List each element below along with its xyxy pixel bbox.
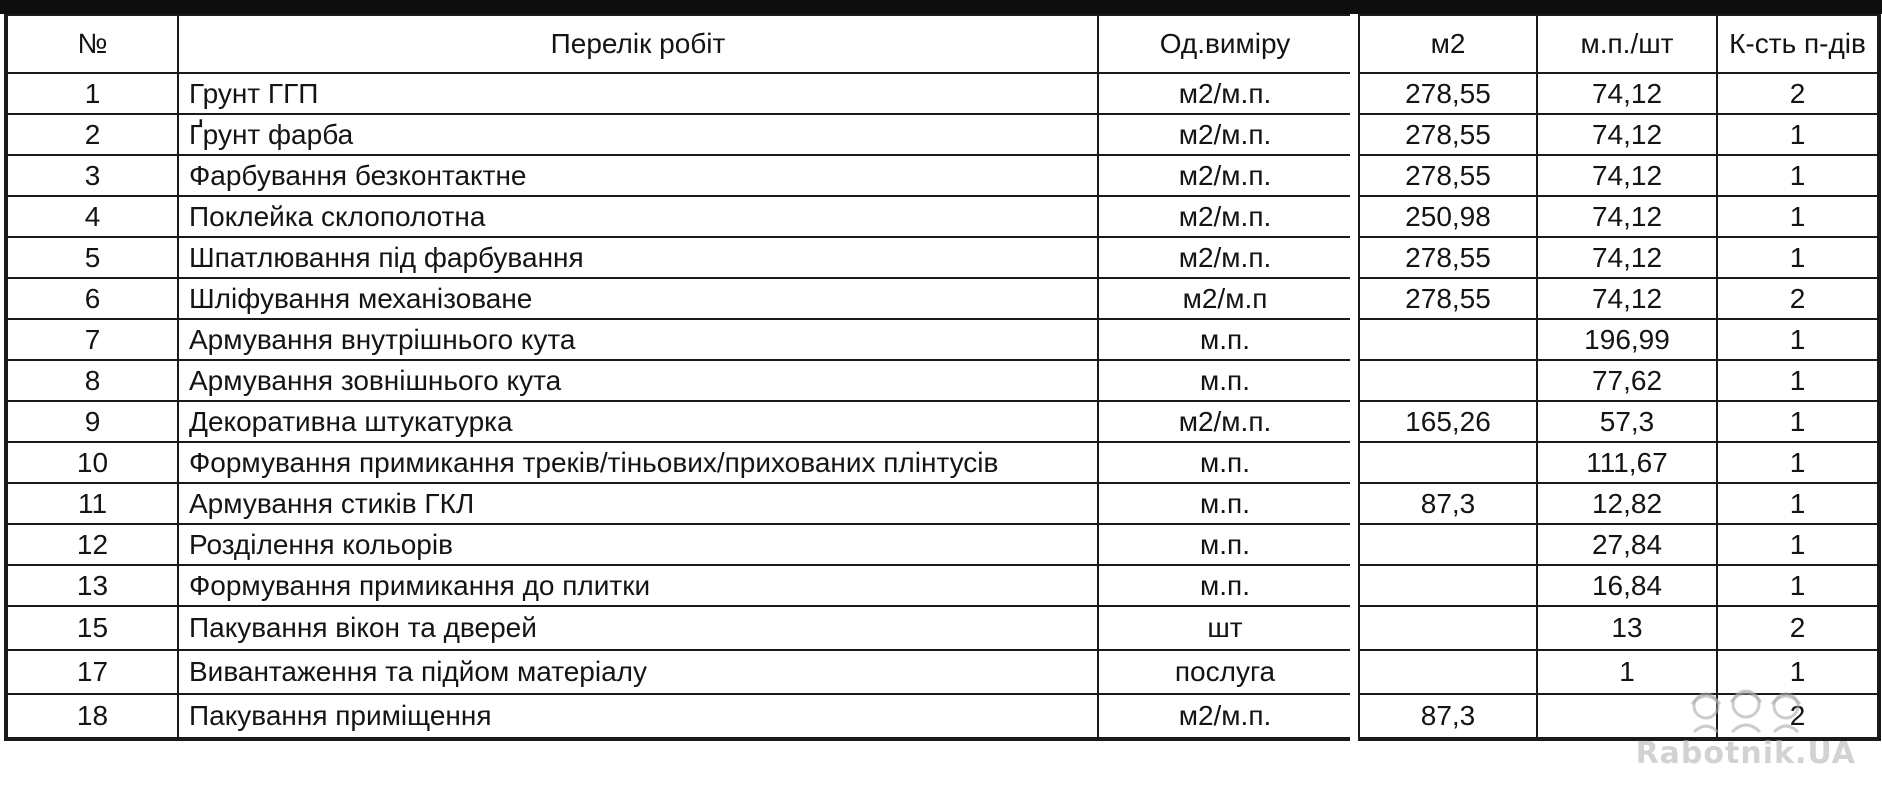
header-mp: м.п./шт (1537, 15, 1717, 73)
row-work-name: Армування зовнішнього кута (178, 360, 1098, 401)
row-unit: м2/м.п. (1098, 694, 1352, 739)
header-unit: Од.виміру (1098, 15, 1352, 73)
row-area-m2 (1359, 360, 1537, 401)
table-row (1359, 401, 1879, 442)
table-row (6, 360, 1352, 401)
header-row-right (1359, 15, 1879, 73)
row-number: 18 (6, 694, 178, 739)
row-work-name: Армування стиків ГКЛ (178, 483, 1098, 524)
row-area-m2 (1359, 565, 1537, 606)
row-unit: м.п. (1098, 483, 1352, 524)
table-row (1359, 360, 1879, 401)
row-area-m2: 165,26 (1359, 401, 1537, 442)
row-number: 8 (6, 360, 178, 401)
row-length-mp: 1 (1537, 650, 1717, 694)
row-length-mp: 111,67 (1537, 442, 1717, 483)
row-area-m2: 87,3 (1359, 694, 1537, 739)
table-row (1359, 319, 1879, 360)
table-row (6, 155, 1352, 196)
table-row (6, 524, 1352, 565)
row-length-mp: 77,62 (1537, 360, 1717, 401)
row-number: 11 (6, 483, 178, 524)
header-num: № (6, 15, 178, 73)
table-row (1359, 278, 1879, 319)
row-work-name: Формування примикання треків/тіньових/прихованих плінтусів (178, 442, 1098, 483)
row-number: 9 (6, 401, 178, 442)
row-number: 6 (6, 278, 178, 319)
row-length-mp: 74,12 (1537, 155, 1717, 196)
row-length-mp: 196,99 (1537, 319, 1717, 360)
row-pass-count: 2 (1717, 694, 1879, 739)
row-number: 12 (6, 524, 178, 565)
table-row (6, 196, 1352, 237)
works-table-right (1358, 14, 1881, 741)
table-row (1359, 155, 1879, 196)
row-unit: м2/м.п. (1098, 73, 1352, 114)
table-row (6, 565, 1352, 606)
row-number: 7 (6, 319, 178, 360)
row-unit: шт (1098, 606, 1352, 650)
row-work-name: Армування внутрішнього кута (178, 319, 1098, 360)
row-area-m2: 278,55 (1359, 237, 1537, 278)
row-work-name: Формування примикання до плитки (178, 565, 1098, 606)
row-number: 10 (6, 442, 178, 483)
row-area-m2: 278,55 (1359, 278, 1537, 319)
table-row (6, 114, 1352, 155)
table-row (1359, 483, 1879, 524)
table-row (6, 319, 1352, 360)
table-row (1359, 565, 1879, 606)
watermark-text: Rabotnik.UA (1635, 736, 1856, 771)
row-length-mp: 16,84 (1537, 565, 1717, 606)
table-row (1359, 237, 1879, 278)
row-area-m2 (1359, 319, 1537, 360)
row-number: 15 (6, 606, 178, 650)
row-pass-count: 1 (1717, 650, 1879, 694)
row-length-mp: 74,12 (1537, 73, 1717, 114)
row-number: 2 (6, 114, 178, 155)
row-pass-count: 1 (1717, 319, 1879, 360)
row-pass-count: 1 (1717, 360, 1879, 401)
table-row (6, 483, 1352, 524)
row-work-name: Розділення кольорів (178, 524, 1098, 565)
row-unit: м.п. (1098, 524, 1352, 565)
row-unit: м.п. (1098, 565, 1352, 606)
row-work-name: Шліфування механізоване (178, 278, 1098, 319)
row-unit: м.п. (1098, 360, 1352, 401)
row-work-name: Ґрунт фарба (178, 114, 1098, 155)
workers-logo-icon (1666, 686, 1826, 734)
table-row (1359, 606, 1879, 650)
table-gap (1350, 14, 1358, 793)
row-number: 4 (6, 196, 178, 237)
row-length-mp: 27,84 (1537, 524, 1717, 565)
header-m2: м2 (1359, 15, 1537, 73)
table-row (1359, 114, 1879, 155)
row-number: 3 (6, 155, 178, 196)
row-number: 13 (6, 565, 178, 606)
row-work-name: Поклейка склополотна (178, 196, 1098, 237)
row-pass-count: 1 (1717, 237, 1879, 278)
row-work-name: Декоративна штукатурка (178, 401, 1098, 442)
row-area-m2: 278,55 (1359, 73, 1537, 114)
table-row (1359, 442, 1879, 483)
row-unit: послуга (1098, 650, 1352, 694)
row-length-mp: 74,12 (1537, 196, 1717, 237)
row-unit: м2/м.п (1098, 278, 1352, 319)
table-row (1359, 524, 1879, 565)
table-row (6, 401, 1352, 442)
row-unit: м2/м.п. (1098, 196, 1352, 237)
works-table-left (4, 14, 1353, 741)
row-area-m2: 278,55 (1359, 114, 1537, 155)
table-row (6, 650, 1352, 694)
table-row (6, 694, 1352, 739)
row-work-name: Грунт ГГП (178, 73, 1098, 114)
row-number: 5 (6, 237, 178, 278)
row-work-name: Вивантаження та підйом матеріалу (178, 650, 1098, 694)
row-pass-count: 2 (1717, 606, 1879, 650)
row-length-mp: 12,82 (1537, 483, 1717, 524)
row-unit: м.п. (1098, 319, 1352, 360)
row-unit: м.п. (1098, 442, 1352, 483)
row-area-m2: 87,3 (1359, 483, 1537, 524)
row-length-mp: 74,12 (1537, 237, 1717, 278)
table-row (6, 442, 1352, 483)
row-unit: м2/м.п. (1098, 114, 1352, 155)
row-pass-count: 1 (1717, 442, 1879, 483)
row-length-mp: 74,12 (1537, 114, 1717, 155)
table-row (1359, 196, 1879, 237)
row-work-name: Пакування приміщення (178, 694, 1098, 739)
row-number: 17 (6, 650, 178, 694)
row-unit: м2/м.п. (1098, 401, 1352, 442)
row-pass-count: 2 (1717, 278, 1879, 319)
row-unit: м2/м.п. (1098, 237, 1352, 278)
header-count: К-сть п-дів (1717, 15, 1879, 73)
row-area-m2: 278,55 (1359, 155, 1537, 196)
top-dark-band (0, 0, 1882, 14)
row-pass-count: 1 (1717, 114, 1879, 155)
row-length-mp: 57,3 (1537, 401, 1717, 442)
watermark (1636, 686, 1856, 771)
row-unit: м2/м.п. (1098, 155, 1352, 196)
row-work-name: Пакування вікон та дверей (178, 606, 1098, 650)
header-work-list: Перелік робіт (178, 15, 1098, 73)
row-pass-count: 1 (1717, 565, 1879, 606)
row-area-m2 (1359, 442, 1537, 483)
row-length-mp: 74,12 (1537, 278, 1717, 319)
row-pass-count: 2 (1717, 73, 1879, 114)
table-row (6, 73, 1352, 114)
row-pass-count: 1 (1717, 483, 1879, 524)
row-pass-count: 1 (1717, 401, 1879, 442)
row-pass-count: 1 (1717, 155, 1879, 196)
header-row-left (6, 15, 1352, 73)
row-area-m2 (1359, 606, 1537, 650)
row-work-name: Шпатлювання під фарбування (178, 237, 1098, 278)
row-pass-count: 1 (1717, 196, 1879, 237)
row-length-mp: 13 (1537, 606, 1717, 650)
table-row (6, 606, 1352, 650)
row-area-m2 (1359, 650, 1537, 694)
table-row (1359, 73, 1879, 114)
table-row (6, 278, 1352, 319)
row-area-m2: 250,98 (1359, 196, 1537, 237)
table-row (6, 237, 1352, 278)
row-area-m2 (1359, 524, 1537, 565)
row-number: 1 (6, 73, 178, 114)
row-pass-count: 1 (1717, 524, 1879, 565)
row-work-name: Фарбування безконтактне (178, 155, 1098, 196)
